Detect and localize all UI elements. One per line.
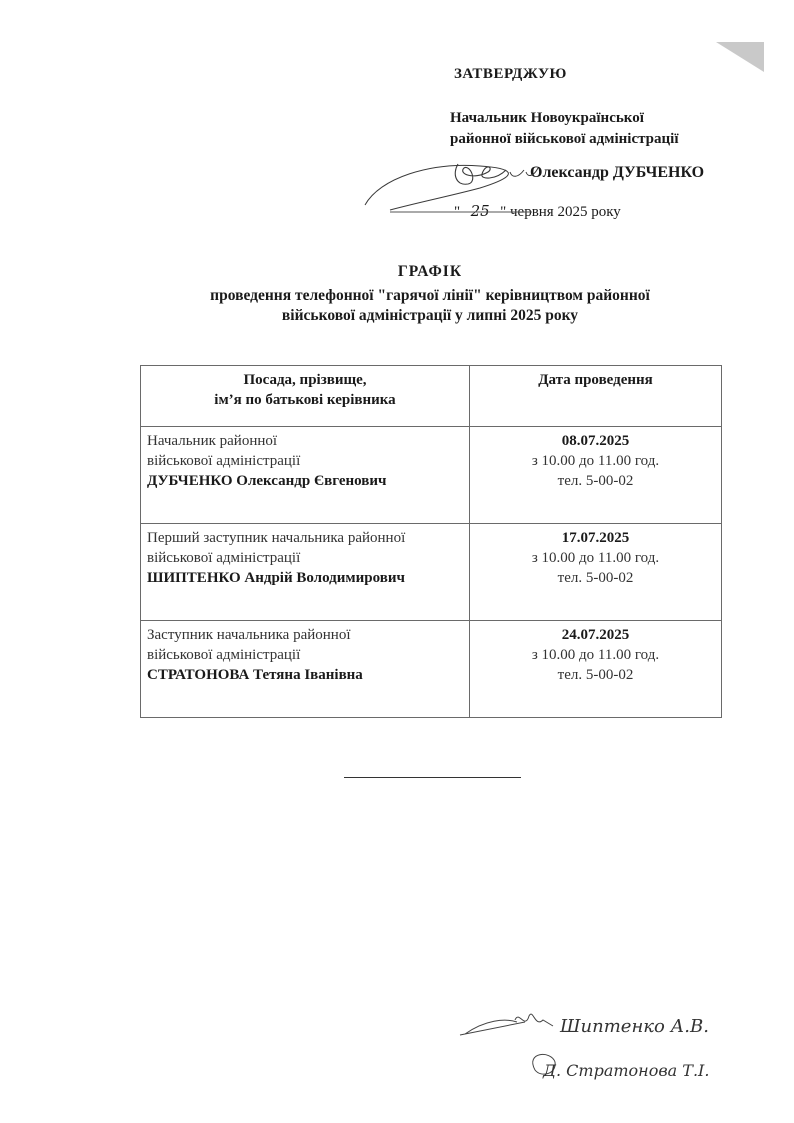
table-row xyxy=(141,621,722,718)
row-phone: тел. 5-00-02 xyxy=(557,473,634,489)
header-position-line1: Посада, прізвище, xyxy=(243,372,367,388)
row-position-line1: Начальник районної xyxy=(147,433,278,449)
row-full-name: СТРАТОНОВА Тетяна Іванівна xyxy=(147,667,363,683)
schedule-subtitle-line2: військової адміністрації у липні 2025 року xyxy=(281,307,579,324)
approval-title: ЗАТВЕРДЖУЮ xyxy=(454,66,567,82)
header-position xyxy=(141,366,470,427)
table-row xyxy=(141,524,722,621)
signature-line2: Д. Стратонова Т.І. xyxy=(543,1061,710,1080)
row-time: з 10.00 до 11.00 год. xyxy=(531,647,660,663)
row-position-cell xyxy=(141,427,470,524)
table-header-row xyxy=(141,366,722,427)
row-position-line1: Заступник начальника районної xyxy=(147,627,351,643)
header-date: Дата проведення xyxy=(470,366,722,427)
schedule-subtitle-line1: проведення телефонної "гарячої лінії" керівництвом районної xyxy=(210,287,650,304)
approval-name: Олександр ДУБЧЕНКО xyxy=(530,164,705,181)
signature-line1: Шиптенко А.В. xyxy=(560,1016,709,1037)
header-position-line2: ім’я по батькові керівника xyxy=(214,392,396,408)
approver-signature xyxy=(360,150,550,230)
table-row xyxy=(141,427,722,524)
approval-date-close-quote: " xyxy=(500,204,507,220)
row-position-cell xyxy=(141,621,470,718)
approval-date-day: 25 xyxy=(470,202,490,220)
approval-position xyxy=(450,108,679,150)
row-time: з 10.00 до 11.00 год. xyxy=(531,453,660,469)
row-date-cell xyxy=(470,621,722,718)
row-phone: тел. 5-00-02 xyxy=(557,667,634,683)
end-divider xyxy=(344,777,521,778)
approval-date-open-quote: " xyxy=(454,204,461,220)
row-position-cell xyxy=(141,524,470,621)
approval-date-rest: червня 2025 року xyxy=(510,204,621,220)
row-full-name: ШИПТЕНКО Андрій Володимирович xyxy=(147,570,405,586)
row-full-name: ДУБЧЕНКО Олександр Євгенович xyxy=(147,473,387,489)
acknowledgement-signatures xyxy=(455,1000,775,1090)
approval-position-line2: районної військової адміністрації xyxy=(450,131,679,147)
row-position-line2: військової адміністрації xyxy=(147,550,301,566)
row-position-line2: військової адміністрації xyxy=(147,453,301,469)
row-date-cell xyxy=(470,427,722,524)
row-date: 24.07.2025 xyxy=(561,627,630,643)
schedule-table xyxy=(140,365,722,718)
approval-block xyxy=(450,66,770,220)
approval-position-line1: Начальник Новоукраїнської xyxy=(450,110,644,126)
row-position-line2: військової адміністрації xyxy=(147,647,301,663)
row-date-cell xyxy=(470,524,722,621)
row-position-line1: Перший заступник начальника районної xyxy=(147,530,406,546)
schedule-title: ГРАФІК xyxy=(397,263,463,280)
row-time: з 10.00 до 11.00 год. xyxy=(531,550,660,566)
row-phone: тел. 5-00-02 xyxy=(557,570,634,586)
schedule-heading xyxy=(0,262,794,326)
row-date: 08.07.2025 xyxy=(561,433,630,449)
row-date: 17.07.2025 xyxy=(561,530,630,546)
